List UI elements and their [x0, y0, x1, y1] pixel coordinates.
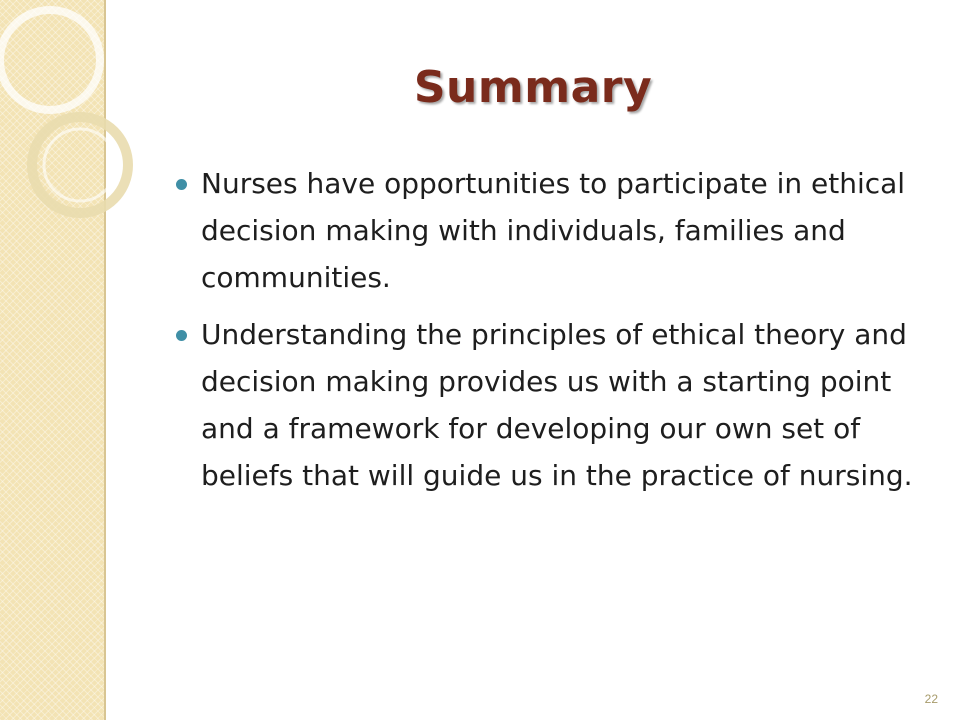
bullet-item	[176, 311, 936, 499]
bullet-marker-icon	[176, 330, 187, 341]
bullet-list	[176, 160, 936, 509]
concentric-circles-icon	[0, 0, 150, 260]
page-number: 22	[924, 692, 938, 706]
bullet-marker-icon	[176, 179, 187, 190]
bullet-item	[176, 160, 936, 301]
slide-title: Summary	[413, 62, 653, 113]
bullet-text: Nurses have opportunities to participate in ethical decision making with individuals, families and communities.	[201, 167, 906, 294]
bullet-text: Understanding the principles of ethical theory and decision making provides us with a starting point and a framework for developing our own set of beliefs that will guide us in the practice of nursing.	[201, 318, 913, 492]
